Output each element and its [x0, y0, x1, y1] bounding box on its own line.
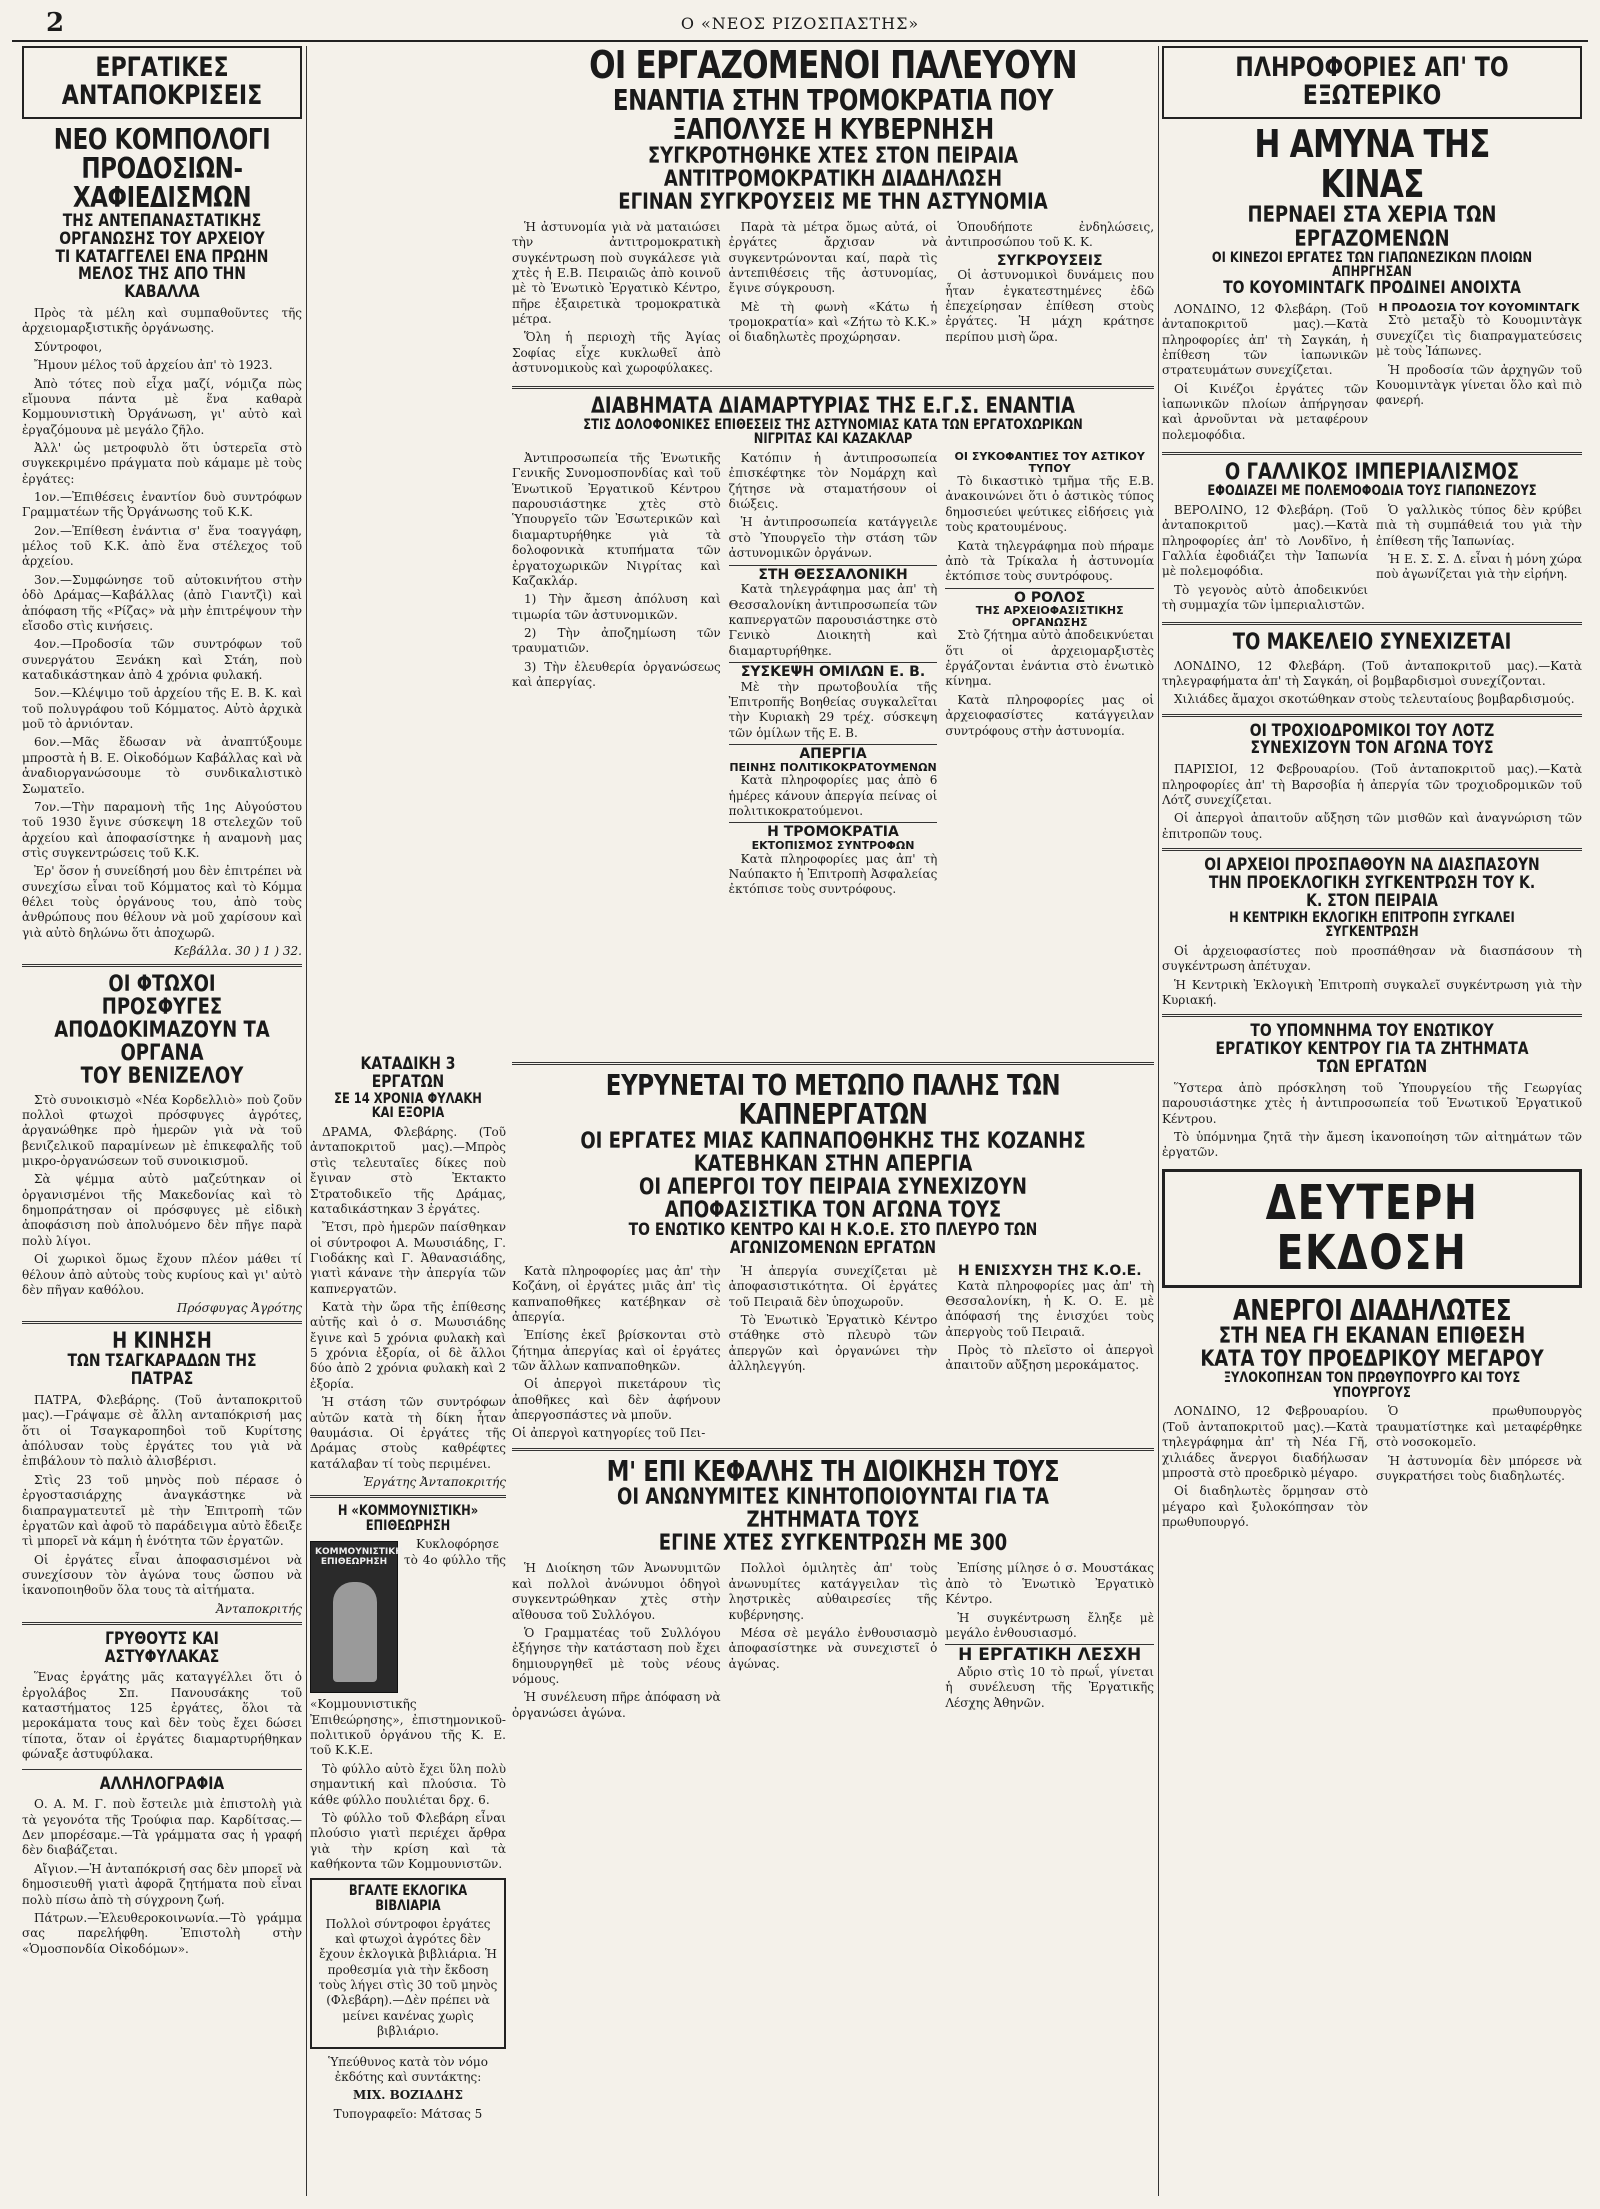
divider — [512, 386, 1154, 389]
paragraph: Στὸ μεταξὺ τὸ Κουομιντὰγκ συνεχίζει τὶς διαπραγματεύσεις μὲ τοὺς Ἰάπωνες. — [1376, 313, 1582, 359]
page-number: 2 — [46, 8, 65, 38]
article-subheadline: ΤΩΝ ΤΣΑΓΚΑΡΑΔΩΝ ΤΗΣ ΠΑΤΡΑΣ — [67, 1351, 257, 1390]
section-head-foreign-news: ΠΛΗΡΟΦΟΡΙΕΣ ΑΠ' ΤΟ ΕΞΩΤΕΡΙΚΟ — [1162, 46, 1582, 119]
second-edition-banner: ΔΕΥΤΕΡΗ ΕΚΔΟΣΗ — [1162, 1169, 1582, 1288]
paragraph: Στὸ ζήτημα αὐτὸ ἀποδεικνύεται ὅτι οἱ ἀρχειομαρξιστὲς ἐργάζονται ἐνάντια στὸ ἑνωτικὸ κίνημα. — [945, 628, 1154, 689]
paragraph: Κατὰ τηλεγράφημα ποὺ πήραμε ἀπὸ τὰ Τρίκαλα ἡ ἀστυνομία ἐκτόπισε τοὺς συντρόφους. — [945, 538, 1154, 584]
section-subhead: ΣΤΗ ΘΕΣΣΑΛΟΝΙΚΗ — [729, 565, 938, 583]
editor-name: ΜΙΧ. ΒΟΖΙΑΔΗΣ — [353, 2088, 463, 2103]
masthead — [12, 6, 1588, 42]
paragraph: Ἡ ἀστυνομία δὲν μπόρεσε νὰ συγκρατήσει τοὺς διαδηλωτές. — [1376, 1453, 1582, 1483]
paragraph: Μὲ τὴ φωνὴ «Κάτω ἡ τρομοκρατία» καὶ «Ζήτω τὸ Κ.Κ.» οἱ διαδηλωτὲς προχώρησαν. — [728, 299, 938, 345]
article-headline: ΟΙ ΤΡΟΧΙΟΔΡΟΜΙΚΟΙ ΤΟΥ ΛΟΤΖ ΣΥΝΕΧΙΖΟΥΝ ΤΟΝ ΑΓΩΝΑ ΤΟΥΣ — [1249, 720, 1495, 759]
paragraph: Κατὰ πληροφορίες μας ἀπ' τὴ Θεσσαλονίκη, ἡ Κ. Ο. Ε. μὲ ἀπόφασή της ἐνισχύει τοὺς ἀπεργοὺς τοῦ Πειραιᾶ. — [945, 1278, 1154, 1339]
paragraph: Ἡ Κεντρικὴ Ἐκλογικὴ Ἐπιτροπὴ συγκαλεῖ συγκέντρωση γιὰ τὴν Κυριακή. — [1162, 977, 1582, 1008]
column-rule — [306, 46, 307, 2196]
divider — [22, 964, 302, 967]
divider — [512, 1448, 1154, 1451]
divider — [1162, 714, 1582, 717]
divider — [512, 1062, 1154, 1065]
paragraph: Ἡ στάση τῶν συντρόφων αὐτῶν κατὰ τὴ δίκη ἦταν θαυμάσια. Οἱ ἐργάτες τῆς Δράμας στοὺς καθρέφτες κατάλαβαν τί τοὺς περιμένει. — [310, 1395, 506, 1471]
signature: Ἀνταποκριτής — [216, 1601, 302, 1616]
article-headline: Ο ΓΑΛΛΙΚΟΣ ΙΜΠΕΡΙΑΛΙΣΜΟΣ — [1224, 460, 1520, 486]
article-columns — [1162, 1404, 1582, 1533]
paragraph: 3) Τὴν ἐλευθερία ὀργανώσεως καὶ ἀπεργίας. — [512, 659, 721, 690]
article-subheadline: ΚΑΤΑ ΤΟΥ ΠΡΟΕΔΡΙΚΟΥ ΜΕΓΑΡΟΥ — [1200, 1347, 1544, 1372]
paragraph: Ἐρ' ὅσον ἡ συνείδησή μου δὲν ἐπιτρέπει νὰ συνεχίσω εἶναι τοῦ Κόμματος καὶ τὸ Κόμμα θέλει τοὺς ὀργάνους του, ἀπὸ τοὺς ἀνθρώπους που θέλουν νὰ μοῦ χαρίσουν καὶ γιὰ αὐτὸ δηλώνω ὅτι ἀποχωρῶ. — [22, 864, 302, 940]
paragraph: Πολλοὶ σύντροφοι ἐργάτες καὶ φτωχοὶ ἀγρότες δὲν ἔχουν ἐκλογικὰ βιβλιάρια. Ἡ προθεσμία γιὰ τὴν ἔκδοση τοὺς λήγει στὶς 30 τοῦ μηνὸς (Φλεβάρη).—Δὲν πρέπει νὰ μείνει κανένας χωρὶς βιβλιάριο. — [318, 1916, 498, 2039]
article-headline: ΓΡΥΘΟΥΤΣ ΚΑΙ ΑΣΤΥΦΥΛΑΚΑΣ — [104, 1628, 220, 1667]
paragraph: Οἱ ἐργάτες εἶναι ἀποφασισμένοι νὰ συνεχίσουν τὸν ἀγώνα τους ὥσπου νὰ ἱκανοποιηθοῦν ὅλα τους τὰ αἰτήματα. — [22, 1552, 302, 1598]
paragraph: Ἔτσι, πρὸ ἡμερῶν παίσθηκαν οἱ σύντροφοι Α. Μωυσιάδης, Γ. Γιοδάκης καὶ Γ. Ἀθανασιάδης, γιατὶ κάνανε τὴν ἀπεργία τῶν καπνεργατῶν. — [310, 1220, 506, 1296]
paragraph: ΒΕΡΟΛΙΝΟ, 12 Φλεβάρη. (Τοῦ ἀνταποκριτοῦ μας).—Κατὰ πληροφορίες ἀπ' τὸ Λονδῖνο, ἡ Γαλλία ἐφοδιάζει τὴν Ἰαπωνία μὲ πολεμοφόδια. — [1162, 502, 1368, 579]
section-subhead: ΕΚΤΟΠΙΣΜΟΣ ΣΥΝΤΡΟΦΩΝ — [751, 839, 915, 853]
section-subhead: Η ΠΡΟΔΟΣΙΑ ΤΟΥ ΚΟΥΟΜΙΝΤΑΓΚ — [1378, 300, 1580, 314]
article-headline: ΟΙ ΦΤΩΧΟΙ ΠΡΟΣΦΥΓΕΣ — [101, 972, 223, 1021]
paragraph: ΛΟΝΔΙΝΟ, 12 Φεβρουαρίου. (Τοῦ ἀνταποκριτοῦ μας).—Κατὰ τηλεγράφημα ἀπ' τὴ Νέα Γῆ, χιλιάδες ἄνεργοι διαδήλωσαν μπροστὰ στὸ προεδρικὸ μέγαρο. — [1162, 1404, 1368, 1480]
article-headline: Η «ΚΟΜΜΟΥΝΙΣΤΙΚΗ» ΕΠΙΘΕΩΡΗΣΗ — [337, 1502, 479, 1534]
paragraph: Στὸ συνοικισμὸ «Νέα Κορδελλιὸ» ποὺ ζοῦν πολλοὶ φτωχοὶ πρόσφυγες ἀγρότες, ἀργανώθηκε πρὸ ἡμερῶν γιὰ νὰ τοῦ βενιζελικοῦ παραμίνεων μὲ ἐπικεφαλῆς τοῦ μικρο-ὀργανώσεων τοῦ συνοικισμοῦ. — [22, 1092, 302, 1168]
signature: Κεβάλλα. 30 ) 1 ) 32. — [174, 944, 302, 959]
article-subheadline: ΕΦΟΔΙΑΖΕΙ ΜΕ ΠΟΛΕΜΟΦΟΔΙΑ ΤΟΥΣ ΓΙΑΠΩΝΕΖΟΥΣ — [1207, 483, 1537, 500]
article-headline: ΕΥΡΥΝΕΤΑΙ ΤΟ ΜΕΤΩΠΟ ΠΑΛΗΣ ΤΩΝ ΚΑΠΝΕΡΓΑΤΩΝ — [605, 1069, 1061, 1132]
paper-name: Ο «ΝΕΟΣ ΡΙΖΟΣΠΑΣΤΗΣ» — [680, 14, 920, 33]
divider — [1162, 452, 1582, 455]
article-subheadline: ΣΕ 14 ΧΡΟΝΙΑ ΦΥΛΑΚΗ ΚΑΙ ΕΞΟΡΙΑ — [334, 1090, 482, 1122]
article-columns — [512, 220, 1154, 380]
main-headline: ΟΙ ΕΡΓΑΖΟΜΕΝΟΙ ΠΑΛΕΥΟΥΝ — [589, 46, 1077, 87]
article-headline: ΑΝΕΡΓΟΙ ΔΙΑΔΗΛΩΤΕΣ — [1232, 1293, 1512, 1327]
paragraph: Ἡ Ε. Σ. Σ. Δ. εἶναι ἡ μόνη χώρα ποὺ ἀγωνίζεται γιὰ τὴν εἰρήνη. — [1376, 551, 1582, 582]
article-subheadline: ΤΟ ΕΝΩΤΙΚΟ ΚΕΝΤΡΟ ΚΑΙ Η Κ.Ο.Ε. ΣΤΟ ΠΛΕΥΡΟ ΤΩΝ ΑΓΩΝΙΖΟΜΕΝΩΝ ΕΡΓΑΤΩΝ — [628, 1220, 1038, 1258]
section-head-worker-correspondence: ΕΡΓΑΤΙΚΕΣ ΑΝΤΑΠΟΚΡΙΣΕΙΣ — [22, 46, 302, 119]
article-subheadline: ΤΙ ΚΑΤΑΓΓΕΛΕΙ ΕΝΑ ΠΡΩΗΝ ΜΕΛΟΣ ΤΗΣ ΑΠΟ ΤΗΝ ΚΑΒΑΛΛΑ — [55, 246, 269, 303]
article-subheadline: ΕΡΓΑΤΙΚΟΥ ΚΕΝΤΡΟΥ ΓΙΑ ΤΑ ΖΗΤΗΜΑΤΑ ΤΩΝ ΕΡΓΑΤΩΝ — [1215, 1039, 1529, 1078]
paragraph: Τὸ δικαστικὸ τμῆμα τῆς Ε.Β. ἀνακοινώνει ὅτι ὁ ἀστικὸς τύπος δημοσιεύει ψεύτικες εἰδήσεις γιὰ τοὺς κρατουμένους. — [945, 474, 1154, 535]
paragraph: Ἡ συνέλευση πῆρε ἀπόφαση νὰ ὀργανώσει ἀγώνα. — [512, 1690, 721, 1720]
article-columns — [512, 1561, 1154, 1724]
column-rule — [1158, 46, 1159, 2196]
newspaper-page — [12, 6, 1588, 2202]
paragraph: 1ον.—Ἐπιθέσεις ἐναντίον δυὸ συντρόφων Γραμματέων τῆς Ὀργάνωσης τοῦ Κ.Κ. — [22, 490, 302, 520]
paragraph: Ἡ ἀπεργία συνεχίζεται μὲ ἀποφασιστικότητα. Οἱ ἐργάτες τοῦ Πειραιᾶ δὲν ὑποχωροῦν. — [728, 1263, 938, 1309]
article-columns — [1162, 302, 1582, 446]
article-subheadline: ΤΗΣ ΑΝΤΕΠΑΝΑΣΤΑΤΙΚΗΣ ΟΡΓΑΝΩΣΗΣ ΤΟΥ ΑΡΧΕΙΟΥ — [59, 210, 265, 249]
main-top-block — [512, 46, 1154, 901]
paragraph: Κατὰ τηλεγράφημα μας ἀπ' τὴ Θεσσαλονίκη ἀντιπροσωπεία τῶν καπνεργατῶν παρουσιάστηκε στὸ Γενικὸ Διοικητὴ καὶ διαμαρτυρήθηκε. — [728, 582, 938, 658]
notice-headline: ΒΓΑΛΤΕ ΕΚΛΟΓΙΚΑ ΒΙΒΛΙΑΡΙΑ — [348, 1883, 468, 1914]
article-subheadline: ΟΙ ΚΙΝΕΖΟΙ ΕΡΓΑΤΕΣ ΤΩΝ ΓΙΑΠΩΝΕΖΙΚΩΝ ΠΛΟΙΩΝ ΑΠΗΡΓΗΣΑΝ — [1211, 249, 1533, 281]
paragraph: Ἕνας ἐργάτης μᾶς καταγγέλλει ὅτι ὁ ἐργολάβος Σπ. Πανουσάκης τοῦ καταστήματος 125 ἐργάτες, ὅλοι τὰ μεροκάματα τους καὶ δὲν τοὺς ἔχει δώσει τίποτα, ὅταν οἱ ἐργάτες διαμαρτυρήθηκαν φώναξε ἀστυφύλακα. — [22, 1670, 302, 1762]
paragraph: Τὸ γεγονὸς αὐτὸ ἀποδεικνύει τὴ συμμαχία τῶν ἰμπεριαλιστῶν. — [1162, 582, 1368, 613]
column-foreign-news — [1162, 46, 1582, 2196]
section-subhead: Η ΤΡΟΜΟΚΡΑΤΙΑ — [729, 822, 938, 840]
paragraph: Κατὰ τὴν ὥρα τῆς ἐπίθεσης αὐτῆς καὶ ὁ σ. Μωυσιάδης ἔγινε καὶ 5 χρόνια φυλακὴ καὶ 5 χρόνια ἐξορία, οἱ δὲ ἄλλοι δύο ἀπὸ 2 χρόνια φυλακὴ καὶ 2 ἐξορία. — [310, 1300, 506, 1391]
paragraph: Παρὰ τὰ μέτρα ὅμως αὐτά, οἱ ἐργάτες ἄρχισαν νὰ συγκεντρώνονται καί, παρὰ τὶς ἀντεπιθέσεις τῆς ἀστυνομίας, ἔγινε σύγκρουση. — [728, 219, 938, 296]
main-subheadline: ΣΥΓΚΡΟΤΗΘΗΚΕ ΧΤΕΣ ΣΤΟΝ ΠΕΙΡΑΙΑ ΑΝΤΙΤΡΟΜΟΚΡΑΤΙΚΗ ΔΙΑΔΗΛΩΣΗ — [647, 143, 1019, 192]
column-worker-correspondence — [22, 46, 302, 2196]
article-body — [22, 306, 302, 941]
paragraph: Σὰ ψέμμα αὐτὸ μαζεύτηκαν οἱ ὀργανισμένοι τῆς Μακεδονίας καὶ τὸ δημοπράτησαν οἱ πρόσφυγες μὲ εἰδικὴ ἀποφάσιση ποὺ ἀπολυόμενο δὲν πῆγε παρὰ πολὺ λίγοι. — [22, 1172, 302, 1248]
paragraph: Ὅλη ἡ περιοχὴ τῆς Ἀγίας Σοφίας εἶχε κυκλωθεῖ ἀπὸ ἀστυνομικοὺς καὶ χωροφύλακες. — [512, 330, 721, 376]
article-subheadline: ΕΓΙΝΕ ΧΤΕΣ ΣΥΓΚΕΝΤΡΩΣΗ ΜΕ 300 — [658, 1531, 1008, 1557]
paragraph: Ο. Α. Μ. Γ. ποὺ ἔστειλε μιὰ ἐπιστολὴ γιὰ τὰ γεγονότα τῆς Τρούφια παρ. Καρδίτσας.—Δεν μπορέσαμε.—Τὰ γράμματα σας ἡ γραφή δὲν διαβάζεται. — [22, 1797, 302, 1858]
paragraph: Κατὰ πληροφορίες μας οἱ ἀρχειοφασίστες κατάγγειλαν συντρόφους στὴν ἀστυνομία. — [945, 692, 1154, 738]
paragraph: Ἐπίσης μίλησε ὁ σ. Μουστάκας ἀπὸ τὸ Ἑνωτικὸ Ἐργατικὸ Κέντρο. — [945, 1561, 1154, 1607]
paragraph: Μὲ τὴν πρωτοβουλία τῆς Ἐπιτροπῆς Βοηθείας συγκαλεῖται τὴν Κυριακὴ 29 τρέχ. σύσκεψη τῶν ὁμίλων τῆς Ε. Β. — [728, 679, 938, 740]
paragraph: Ὁ πρωθυπουργὸς τραυματίστηκε καὶ μεταφέρθηκε στὸ νοσοκομεῖο. — [1376, 1404, 1582, 1450]
section-subhead: Η ΕΝΙΣΧΥΣΗ ΤΗΣ Κ.Ο.Ε. — [957, 1262, 1142, 1279]
article-headline: ΤΟ ΥΠΟΜΝΗΜΑ ΤΟΥ ΕΝΩΤΙΚΟΥ — [1250, 1021, 1494, 1042]
section-subhead: Η ΕΡΓΑΤΙΚΗ ΛΕΣΧΗ — [945, 1644, 1154, 1665]
paragraph: Οἱ ἀστυνομικοὶ δυνάμεις που ἦταν ἐγκατεστημένες ἐδῶ ἐπεχείρησαν ἐπίθεση στοὺς ἐργάτες. Ἡ μάχη κράτησε περίπου μισὴ ὥρα. — [945, 268, 1154, 344]
article-headline: ΔΙΑΒΗΜΑΤΑ ΔΙΑΜΑΡΤΥΡΙΑΣ ΤΗΣ Ε.Γ.Σ. ΕΝΑΝΤΙΑ — [590, 393, 1076, 419]
paragraph: Πρὸς τὸ πλεῖστο οἱ ἀπεργοὶ ἀπαιτοῦν αὔξηση μεροκάματος. — [945, 1342, 1154, 1373]
section-subhead: Ο ΡΟΛΟΣ — [945, 588, 1154, 606]
article-subheadline: ΤΗΝ ΠΡΟΕΚΛΟΓΙΚΗ ΣΥΓΚΕΝΤΡΩΣΗ ΤΟΥ Κ. Κ. ΣΤΟΝ ΠΕΙΡΑΙΑ — [1208, 872, 1536, 911]
paragraph: Ἀλλ' ὡς μετροφυλὸ ὅτι ὑστερεῖα στὸ συγκεκριμένο πράγματα ποὺ κάμαμε μὲ τοὺς ἐργάτες: — [22, 440, 302, 486]
article-subheadline: ΞΥΛΟΚΟΠΗΣΑΝ ΤΟΝ ΠΡΩΘΥΠΟΥΡΓΟ ΚΑΙ ΤΟΥΣ ΥΠΟΥΡΓΟΥΣ — [1223, 1370, 1521, 1401]
paragraph: Αὔριο στὶς 10 τὸ πρωΐ, γίνεται ἡ συνέλευση τῆς Ἐργατικῆς Λέσχης Ἀθηνῶν. — [945, 1665, 1154, 1710]
article-columns — [512, 1264, 1154, 1427]
paragraph: Ἡ ἀντιπροσωπεία κατάγγειλε στὸ Ὑπουργεῖο τὴν στάση τῶν ἀστυνομικῶν ὀργάνων. — [728, 515, 938, 561]
paragraph: Οἱ χωρικοὶ ὅμως ἔχουν πλέον μάθει τί θέλουν ἀπὸ αὐτοὺς τοὺς κυρίους καὶ γι' αὐτὸ δὲν πῆγαν καθόλου. — [22, 1252, 302, 1297]
paragraph: 3ον.—Συμφώνησε τοῦ αὐτοκινήτου στὴν ὁδὸ Δράμας—Καβάλλας (ἀπὸ Γιαντζὶ) καὶ ἀπόφαση τῆς «Ρίζας» νὰ μὴν ἐπιτρέψουν τὴν εἴσοδο στὶς κινήσεις. — [22, 572, 302, 633]
paragraph: Κατὰ πληροφορίες μας ἀπ' τὴ Ναύπακτο ἡ Ἐπιτροπὴ Ἀσφαλείας ἐκτόπισε τοὺς συντρόφους. — [728, 851, 938, 897]
paragraph: 1) Τὴν ἄμεση ἀπόλυση καὶ τιμωρία τῶν ἀστυνομικῶν. — [512, 592, 721, 622]
section-subhead: ΣΥΣΚΕΨΗ ΟΜΙΛΩΝ Ε. Β. — [729, 662, 938, 680]
signature: Ἐργάτης Ἀνταποκριτής — [363, 1474, 506, 1489]
paragraph: Οἱ ἀπεργοὶ πικετάρουν τὶς ἀποθῆκες καὶ δὲν ἀφήνουν ἀπεργοσπάστες νὰ μποῦν. — [512, 1377, 721, 1423]
paragraph: ΛΟΝΔΙΝΟ, 12 Φλεβάρη. (Τοῦ ἀνταποκριτοῦ μας).—Κατὰ τηλεγραφήματα ἀπ' τὴ Σαγκάη, οἱ βομβαρδισμοὶ συνεχίζονται. — [1162, 658, 1582, 688]
main-middle-block — [512, 1056, 1154, 1724]
article-subheadline: ΟΙ ΑΠΕΡΓΟΙ ΤΟΥ ΠΕΙΡΑΙΑ ΣΥΝΕΧΙΖΟΥΝ ΑΠΟΦΑΣΙΣΤΙΚΑ ΤΟΝ ΑΓΩΝΑ ΤΟΥΣ — [638, 1174, 1028, 1224]
paragraph: Πάτρων.—Ἐλευθεροκοινωνία.—Τὸ γράμμα σας παρελήφθη. Ἐπιστολὴ στὴν «Ὁμοσπονδία Οἰκοδόμων». — [22, 1910, 302, 1956]
paragraph: Ἡ συγκέντρωση ἔληξε μὲ μεγάλο ἐνθουσιασμό. — [945, 1610, 1154, 1640]
article-headline: ΝΕΟ ΚΟΜΠΟΛΟΓΙ ΠΡΟΔΟΣΙΩΝ-ΧΑΦΙΕΔΙΣΜΩΝ — [53, 122, 271, 215]
paragraph: ΛΟΝΔΙΝΟ, 12 Φλεβάρη. (Τοῦ ἀνταποκριτοῦ μας).—Κατὰ πληροφορίες ἀπ' τὴ Σαγκάη, ἡ ἐπίθεση τῶν ἰαπωνικῶν στρατευμάτων συνεχίζεται. — [1162, 301, 1368, 378]
paragraph: Ἐπίσης ἐκεῖ βρίσκονται στὸ ζήτημα ἀπεργίας καὶ οἱ ἐργάτες τῶν ἄλλων καπναποθηκῶν. — [512, 1328, 721, 1373]
divider — [1162, 848, 1582, 851]
paragraph: 7ον.—Τὴν παραμονὴ τῆς 1ης Αὐγούστου τοῦ 1930 ἔγινε σύσκεψη 18 στελεχῶν τοῦ ἀρχείου καὶ ἀποφασίστηκε ἡ αναμονὴ μας στὶς συγκεντρώσεις τοῦ Κ.Κ. — [22, 799, 302, 860]
paragraph: Ἀπὸ τότες ποὺ εἶχα μαζί, νόμιζα πὼς εἴμουνα πάντα μὲ ἕνα καθαρὰ Κομμουνιστικὴ Ὀργάνωση, γι' αὐτὸ καὶ ἐργαζόμουνα μὲ μεγάλο ζῆλο. — [22, 376, 302, 437]
divider — [1162, 622, 1582, 625]
paragraph: Οἱ ἀπεργοὶ κατηγορίες τοῦ Πει- — [512, 1426, 706, 1441]
paragraph: Ἡ ἀστυνομία γιὰ νὰ ματαιώσει τὴν ἀντιτρομοκρατικὴ συγκέντρωση ποὺ συγκάλεσε γιὰ χτὲς ἡ Ε.Β. Πειραιῶς ἀπὸ κοινοῦ μὲ τὸ Ἑνωτικὸ Ἐργατικὸ Κέντρο, πῆρε ἐξαιρετικὰ τρομοκρατικὰ μέτρα. — [512, 219, 721, 327]
paragraph: Μέσα σὲ μεγάλο ἐνθουσιασμὸ ἀποφασίστηκε νὰ συνεχιστεῖ ὁ ἀγώνας. — [728, 1625, 938, 1671]
paragraph: Οἱ ἀρχειοφασίστες ποὺ προσπάθησαν νὰ διασπάσουν τὴ συγκέντρωση ἀπέτυχαν. — [1162, 943, 1582, 974]
signature: Πρόσφυγας Ἀγρότης — [176, 1301, 302, 1316]
paragraph: Ἤμουν μέλος τοῦ ἀρχείου ἀπ' τὸ 1923. — [34, 358, 273, 373]
paragraph: Πρὸς τὰ μέλη καὶ συμπαθοῦντες τῆς ἀρχειομαρξιστικῆς ὀργάνωσης. — [22, 306, 302, 336]
paragraph: Ἀντιπροσωπεία τῆς Ἑνωτικῆς Γενικῆς Συνομοσπονδίας καὶ τοῦ Ἑνωτικοῦ Ἐργατικοῦ Κέντρου παρουσιάστηκε χτὲς στὸ Ὑπουργεῖο τῶν Ἐσωτερικῶν καὶ διαμαρτυρήθηκε γιὰ τὰ δολοφονικὰ κτυπήματα τῶν ἐργατοχωρικῶν Νιγρίτας καὶ Καζακλάρ. — [512, 451, 721, 588]
paragraph: Οἱ ἀπεργοὶ ἀπαιτοῦν αὔξηση τῶν μισθῶν καὶ ἀναγνώριση τῶν ἐπιτροπῶν τους. — [1162, 811, 1582, 841]
paragraph: Ὑπεύθυνος κατὰ τὸν νόμο ἐκδότης καὶ συντάκτης: — [328, 2054, 488, 2084]
magazine-cover-title: ΚΟΜΜΟΥΝΙΣΤΙΚΗ ΕΠΙΘΕΩΡΗΣΗ — [315, 1547, 403, 1568]
divider — [22, 1769, 302, 1770]
paragraph: Κατὰ πληροφορίες μας ἀπ' τὴν Κοζάνη, οἱ ἐργάτες μιᾶς ἀπ' τὶς καπναποθῆκες κατέβηκαν σὲ ἀπεργία. — [512, 1263, 721, 1324]
article-columns — [512, 451, 1154, 901]
paragraph: Σύντροφοι, — [34, 339, 103, 354]
paragraph: 5ον.—Κλέψιμο τοῦ ἀρχείου τῆς Ε. Β. Κ. καὶ τοῦ πολυγράφου τοῦ Κόμματος. Αὐτὸ ἀρχικὰ μοῦ τὸ ἀρνιόνταν. — [22, 686, 302, 732]
paragraph: Ἡ προδοσία τῶν ἀρχηγῶν τοῦ Κουομιντὰγκ γίνεται ὅλο καὶ πιὸ φανερή. — [1376, 362, 1582, 408]
paragraph: ΠΑΡΙΣΙΟΙ, 12 Φεβρουαρίου. (Τοῦ ἀνταποκριτοῦ μας).—Κατὰ πληροφορίες ἀπ' τὴ Βαρσοβία ἡ ἀπεργία τῶν τροχιοδρομικῶν τοῦ Λότζ συνεχίζεται. — [1162, 762, 1582, 807]
article-headline: ΟΙ ΑΡΧΕΙΟΙ ΠΡΟΣΠΑΘΟΥΝ ΝΑ ΔΙΑΣΠΑΣΟΥΝ — [1204, 855, 1540, 876]
paragraph: Κατὰ πληροφορίες μας ἀπὸ 6 ἡμέρες κάνουν ἀπεργία πείνας οἱ πολιτικοκρατούμενοι. — [728, 773, 938, 819]
paragraph: Τὸ φύλλο αὐτὸ ἔχει ὕλη πολὺ σημαντική καὶ πλούσια. Τὸ κάθε φύλλο πουλιέται δρχ. 6. — [310, 1761, 506, 1807]
section-subhead: ΣΥΓΚΡΟΥΣΕΙΣ — [996, 252, 1103, 269]
paragraph: Ὁπουδήποτε ἐνδηλώσεις, ἀντιπροσώπου τοῦ Κ. Κ. — [945, 219, 1154, 250]
paragraph: Αἴγιον.—Ἡ ἀνταπόκρισή σας δὲν μπορεῖ νὰ δημοσιευθῆ γιατὶ ἀφορᾶ ζητήματα ποὺ εἶναι πολὺ πίσω ἀπὸ τὴ σύγχρονη ζωή. — [22, 1861, 302, 1907]
paragraph: Οἱ Κινέζοι ἐργάτες τῶν ἰαπωνικῶν πλοίων ἀπήργησαν καὶ ἀρνοῦνται νὰ μεταφέρουν πολεμοφόδια. — [1162, 381, 1368, 442]
article-subheadline: ΑΠΟΔΟΚΙΜΑΖΟΥΝ ΤΑ ΟΡΓΑΝΑ — [54, 1018, 270, 1067]
section-subhead: ΠΕΙΝΗΣ ΠΟΛΙΤΙΚΟΚΡΑΤΟΥΜΕΝΩΝ — [729, 760, 937, 774]
article-headline: Η ΚΙΝΗΣΗ — [112, 1329, 212, 1355]
paragraph: Χιλιάδες ἄμαχοι σκοτώθηκαν στοὺς τελευταίους βομβαρδισμούς. — [1174, 692, 1575, 707]
article-headline: ΑΛΛΗΛΟΓΡΑΦΙΑ — [99, 1773, 225, 1794]
article-subheadline: ΣΤΗ ΝΕΑ ΓΗ ΕΚΑΝΑΝ ΕΠΙΘΕΣΗ — [1218, 1323, 1526, 1349]
article-subheadline: ΟΙ ΑΝΩΝΥΜΙΤΕΣ ΚΙΝΗΤΟΠΟΙΟΥΝΤΑΙ ΓΙΑ ΤΑ ΖΗΤΗΜΑΤΑ ΤΟΥΣ — [617, 1485, 1049, 1534]
printer-line: Τυπογραφεῖο: Μάτσας 5 — [333, 2106, 483, 2121]
paragraph: Κατόπιν ἡ ἀντιπροσωπεία ἐπισκέφτηκε τὸν Νομάρχη καὶ ζήτησε νὰ σταματήσουν οἱ διώξεις. — [728, 451, 938, 512]
paragraph: 2ον.—Ἐπίθεση ἐνάντια σ' ἕνα τοαγγάφη, μέλος τοῦ Κ.Κ. ἀπὸ ἕνα στέλεχος τοῦ ἀρχείου. — [22, 523, 302, 569]
paragraph: Κυκλοφόρησε τὸ 4ο φύλλο τῆς «Κομμουνιστικῆς Ἐπιθεώρησης», ἐπιστημονικοῦ-πολιτικοῦ ὀργάνου τῆς Κ. Ε. τοῦ Κ.Κ.Ε. — [310, 1537, 506, 1758]
article-subheadline: ΠΕΡΝΑΕΙ ΣΤΑ ΧΕΡΙΑ ΤΩΝ ΕΡΓΑΖΟΜΕΝΩΝ — [1247, 203, 1497, 252]
article-headline: ΤΟ ΜΑΚΕΛΕΙΟ ΣΥΝΕΧΙΖΕΤΑΙ — [1232, 630, 1512, 656]
column-main — [314, 46, 1154, 2196]
article-subheadline: ΤΟ ΚΟΥΟΜΙΝΤΑΓΚ ΠΡΟΔΙΝΕΙ ΑΝΟΙΧΤΑ — [1223, 278, 1521, 299]
article-headline: Η ΑΜΥΝΑ ΤΗΣ ΚΙΝΑΣ — [1254, 121, 1490, 206]
paragraph: Πολλοὶ ὁμιλητὲς ἀπ' τοὺς ἀνωνυμίτες κατάγγειλαν τὶς ληστρικὲς αὐθαιρεσίες τῆς κυβέρνησης. — [728, 1561, 938, 1622]
paragraph: 6ον.—Μᾶς ἔδωσαν νὰ ἀναπτύξουμε μπροστὰ ἡ Β. Ε. Οἰκοδόμων Καβάλλας καὶ νὰ ἀναδιοργανώσουμε τὸ συνδικαλιστικὸ Σωματεῖο. — [22, 735, 302, 796]
article-subheadline: ΣΤΙΣ ΔΟΛΟΦΟΝΙΚΕΣ ΕΠΙΘΕΣΕΙΣ ΤΗΣ ΑΣΤΥΝΟΜΙΑΣ ΚΑΤΑ ΤΩΝ ΕΡΓΑΤΟΧΩΡΙΚΩΝ ΝΙΓΡΙΤΑΣ ΚΑΙ ΚΑΖΑΚΛΑΡ — [583, 416, 1083, 448]
paragraph: Τὸ ὑπόμνημα ζητᾶ τὴν ἄμεση ἱκανοποίηση τῶν αἰτημάτων τῶν ἐργατῶν. — [1162, 1130, 1582, 1160]
article-subheadline: Η ΚΕΝΤΡΙΚΗ ΕΚΛΟΓΙΚΗ ΕΠΙΤΡΟΠΗ ΣΥΓΚΑΛΕΙ ΣΥΓΚΕΝΤΡΩΣΗ — [1229, 909, 1515, 941]
main-subheadline: ΕΓΙΝΑΝ ΣΥΓΚΡΟΥΣΕΙΣ ΜΕ ΤΗΝ ΑΣΤΥΝΟΜΙΑ — [618, 189, 1048, 215]
divider — [22, 1321, 302, 1324]
paragraph: Οἱ διαδηλωτὲς ὅρμησαν στὸ μέγαρο καὶ ξυλοκόπησαν τὸν πρωθυπουργό. — [1162, 1484, 1368, 1529]
paragraph: Ὁ γαλλικὸς τύπος δὲν κρύβει πιὰ τὴ συμπάθειά του γιὰ τὴν ἐπίθεση τῆς Ἰαπωνίας. — [1376, 502, 1582, 548]
article-headline: Μ' ΕΠΙ ΚΕΦΑΛΗΣ ΤΗ ΔΙΟΙΚΗΣΗ ΤΟΥΣ — [606, 1454, 1060, 1488]
paragraph: Ἡ Διοίκηση τῶν Ἀνωνυμιτῶν καὶ πολλοὶ ἀνώνυμοι ὁδηγοὶ συγκεντρώθηκαν χτὲς στὴν αἴθουσα τοῦ Συλλόγου. — [512, 1561, 721, 1622]
article-subheadline: ΟΙ ΕΡΓΑΤΕΣ ΜΙΑΣ ΚΑΠΝΑΠΟΘΗΚΗΣ ΤΗΣ ΚΟΖΑΝΗΣ ΚΑΤΕΒΗΚΑΝ ΣΤΗΝ ΑΠΕΡΓΙΑ — [580, 1128, 1086, 1177]
paragraph: ΔΡΑΜΑ, Φλεβάρης. (Τοῦ ἀνταποκριτοῦ μας).—Μπρὸς στὶς τελευταῖες δίκες ποὺ ἔγιναν στὸ Ἐκτακτο Στρατοδικεῖο τῆς Δράμας, καταδικάστηκαν 3 ἐργάτες. — [310, 1125, 506, 1216]
paragraph: Ὕστερα ἀπὸ πρόσκληση τοῦ Ὑπουργείου τῆς Γεωργίας παρουσιάστηκε χτὲς ἡ ἀντιπροσωπεία τοῦ Ἑνωτικοῦ Ἐργατικοῦ Κέντρου. — [1162, 1080, 1582, 1126]
paragraph: Στὶς 23 τοῦ μηνὸς ποὺ πέρασε ὁ ἐργοστασιάρχης ἀναγκάστηκε νὰ διαπραγματευτεῖ μὲ τὴν Ἐπιτροπὴ τῶν ἐργατῶν καὶ ἀφοῦ τὸ παράδειγμα αὐτὸ ἔδειξε τὶ μπορεῖ νὰ κάμη ἡ ἑνότητα τῶν ἐργατῶν. — [22, 1472, 302, 1549]
paragraph: ΠΑΤΡΑ, Φλεβάρης. (Τοῦ ἀνταποκριτοῦ μας).—Γράψαμε σὲ ἄλλη ανταπόκρισή μας ὅτι οἱ Τσαγκαροπηδοὶ τοῦ Κυρίτσης ἀπόλυσαν τοὺς ἐργάτες του γιὰ νὰ ἐπιβάλουν τὸ παλιὸ ἀλισβέρισι. — [22, 1393, 302, 1469]
article-subheadline: ΤΟΥ ΒΕΝΙΖΕΛΟΥ — [80, 1064, 244, 1090]
paragraph: Τὸ Ἑνωτικὸ Ἐργατικὸ Κέντρο στάθηκε στὸ πλευρὸ τῶν ἀπεργῶν καὶ ὀργανώνει τὴν ἀλληλεγγύη. — [728, 1312, 938, 1373]
article-columns — [1162, 503, 1582, 617]
section-subhead: ΟΙ ΣΥΚΟΦΑΝΤΙΕΣ ΤΟΥ ΑΣΤΙΚΟΥ ΤΥΠΟΥ — [954, 450, 1145, 475]
section-subhead: ΤΗΣ ΑΡΧΕΙΟΦΑΣΙΣΤΙΚΗΣ ΟΡΓΑΝΩΣΗΣ — [975, 604, 1124, 629]
paragraph: 2) Τὴν ἀποζημίωση τῶν τραυματιῶν. — [512, 625, 721, 656]
section-subhead: ΑΠΕΡΓΙΑ — [729, 744, 938, 762]
paragraph: 4ον.—Προδοσία τῶν συντρόφων τοῦ συνεργάτου Ξενάκη καὶ Στάη, ποὺ καταδικάστηκαν ἀπὸ 4 χρόνια φυλακή. — [22, 637, 302, 682]
divider — [1162, 1014, 1582, 1017]
paragraph: Ὁ Γραμματέας τοῦ Συλλόγου ἐξήγησε τὴν κατάσταση ποὺ ἔχει δημιουργηθεῖ μὲ τοὺς νέους νόμους. — [512, 1625, 721, 1686]
paragraph: Τὸ φύλλο τοῦ Φλεβάρη εἶναι πλούσιο γιατὶ περιέχει ἄρθρα γιὰ τὴν κρίση καὶ τὰ καθήκοντα τῶν Κομμουνιστῶν. — [310, 1810, 506, 1871]
article-headline: ΚΑΤΑΔΙΚΗ 3 ΕΡΓΑΤΩΝ — [360, 1056, 456, 1092]
divider — [22, 1622, 302, 1625]
main-subheadline: ΕΝΑΝΤΙΑ ΣΤΗΝ ΤΡΟΜΟΚΡΑΤΙΑ ΠΟΥ ΞΑΠΟΛΥΣΕ Η ΚΥΒΕΡΝΗΣΗ — [612, 83, 1054, 147]
